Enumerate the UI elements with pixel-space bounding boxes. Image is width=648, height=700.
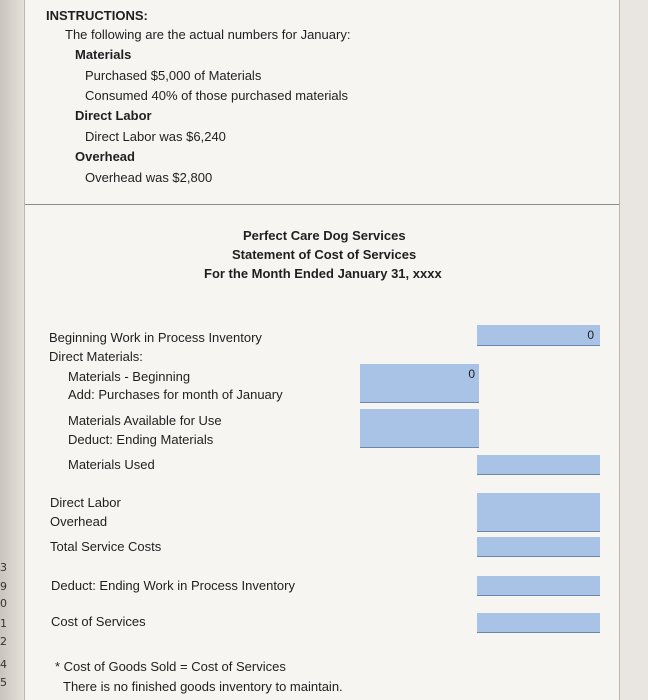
overhead-text: Overhead was $2,800: [85, 170, 213, 185]
materials-beginning-value: 0: [468, 367, 475, 381]
row-direct-labor: Direct Labor: [50, 495, 121, 510]
row-total-service-costs: Total Service Costs: [50, 539, 162, 554]
row-overhead: Overhead: [50, 514, 108, 529]
materials-consumed: Consumed 40% of those purchased materials: [85, 88, 349, 103]
materials-available-input[interactable]: [360, 409, 479, 448]
edge-number: 0: [0, 597, 7, 610]
total-service-costs-input[interactable]: [477, 537, 600, 557]
materials-purchased: Purchased $5,000 of Materials: [85, 68, 262, 83]
ending-wip-input[interactable]: [477, 576, 600, 596]
labor-text: Direct Labor was $6,240: [85, 129, 226, 144]
labor-heading: Direct Labor: [75, 108, 152, 123]
section-divider: [25, 204, 619, 205]
statement-period: For the Month Ended January 31, xxxx: [204, 266, 442, 281]
company-name: Perfect Care Dog Services: [243, 228, 406, 243]
cost-of-services-input[interactable]: [477, 613, 600, 633]
edge-number: 4: [0, 658, 7, 671]
instructions-intro: The following are the actual numbers for January:: [65, 27, 351, 42]
row-add-purchases: Add: Purchases for month of January: [68, 387, 283, 402]
row-deduct-ending-wip: Deduct: Ending Work in Process Inventory: [51, 578, 295, 593]
beginning-wip-value: 0: [587, 328, 594, 342]
edge-number: 5: [0, 676, 7, 689]
statement-title: Statement of Cost of Services: [232, 247, 417, 262]
row-materials-used: Materials Used: [68, 457, 155, 472]
row-materials-beginning: Materials - Beginning: [68, 369, 191, 384]
overhead-heading: Overhead: [75, 149, 135, 164]
instructions-title: INSTRUCTIONS:: [46, 8, 148, 23]
row-direct-materials: Direct Materials:: [49, 349, 143, 364]
edge-number: 9: [0, 580, 7, 593]
beginning-wip-input[interactable]: [477, 325, 600, 346]
edge-number: 1: [0, 617, 7, 630]
note-no-finished-goods: There is no finished goods inventory to maintain.: [63, 679, 343, 694]
row-deduct-ending-materials: Deduct: Ending Materials: [68, 432, 214, 447]
row-materials-available: Materials Available for Use: [68, 413, 222, 428]
materials-beginning-input[interactable]: [360, 364, 479, 403]
worksheet: [24, 0, 620, 700]
materials-heading: Materials: [75, 47, 132, 62]
left-edge-row-numbers: [0, 0, 24, 700]
row-beginning-wip: Beginning Work in Process Inventory: [49, 330, 262, 345]
note-cogs: * Cost of Goods Sold = Cost of Services: [55, 659, 286, 674]
materials-used-input[interactable]: [477, 455, 600, 475]
edge-number: 3: [0, 561, 7, 574]
row-cost-of-services: Cost of Services: [51, 614, 146, 629]
direct-labor-overhead-input[interactable]: [477, 493, 600, 532]
edge-number: 2: [0, 635, 7, 648]
